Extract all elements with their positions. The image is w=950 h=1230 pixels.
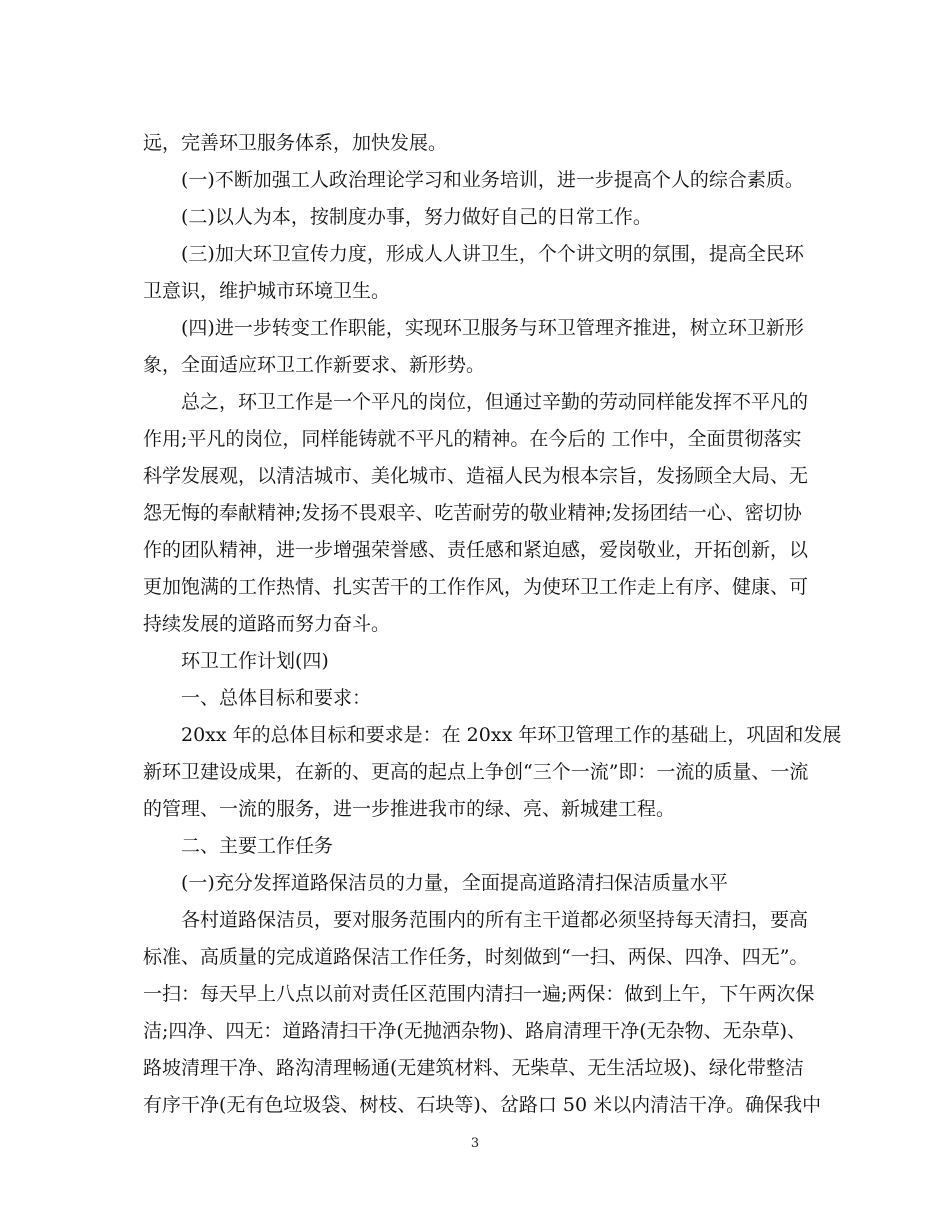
text-line: 怨无悔的奉献精神;发扬不畏艰辛、吃苦耐劳的敬业精神;发扬团结一心、密切协 [143,502,802,524]
section-heading: 一、总体目标和要求： [181,687,372,709]
text-line: 路坡清理干净、路沟清理畅通(无建筑材料、无柴草、无生活垃圾)、绿化带整洁 [143,1057,804,1079]
text-line: (三)加大环卫宣传力度，形成人人讲卫生，个个讲文明的氛围，提高全民环 [181,243,804,265]
text-line: 洁;四净、四无：道路清扫干净(无抛洒杂物)、路肩清理干净(无杂物、无杂草)、 [143,1020,807,1042]
text-line: (一)不断加强工人政治理论学习和业务培训，进一步提高个人的综合素质。 [181,169,804,191]
text-line: 一扫：每天早上八点以前对责任区范围内清扫一遍;两保：做到上午，下午两次保 [143,983,815,1005]
text-line: 象，全面适应环卫工作新要求、新形势。 [143,354,486,376]
text-line: 20xx 年的总体目标和要求是：在 20xx 年环卫管理工作的基础上，巩固和发展 [181,724,842,746]
text-line: (二)以人为本，按制度办事，努力做好自己的日常工作。 [181,206,652,228]
section-title: 环卫工作计划(四) [181,650,329,672]
text-line: 卫意识，维护城市环境卫生。 [143,280,391,302]
text-line: 标准、高质量的完成道路保洁工作任务，时刻做到“一扫、两保、四净、四无”。 [143,946,809,968]
subsection-heading: (一)充分发挥道路保洁员的力量，全面提高道路清扫保洁质量水平 [181,872,728,894]
text-line: (四)进一步转变工作职能，实现环卫服务与环卫管理齐推进，树立环卫新形 [181,317,804,339]
text-line: 更加饱满的工作热情、扎实苦干的工作作风，为使环卫工作走上有序、健康、可 [143,576,809,598]
text-line: 总之，环卫工作是一个平凡的岗位，但通过辛勤的劳动同样能发挥不平凡的 [181,391,809,413]
body-text [143,125,842,1124]
page-number: 3 [470,1136,480,1151]
text-line: 作的团队精神，进一步增强荣誉感、责任感和紧迫感，爱岗敬业，开拓创新，以 [143,539,809,561]
text-line: 作用;平凡的岗位，同样能铸就不平凡的精神。在今后的 工作中，全面贯彻落实 [143,428,802,450]
text-line: 新环卫建设成果，在新的、更高的起点上争创“三个一流”即：一流的质量、一流 [143,761,809,783]
text-line: 持续发展的道路而努力奋斗。 [143,613,391,635]
text-line: 远，完善环卫服务体系，加快发展。 [143,132,448,154]
section-heading: 二、主要工作任务 [181,835,334,857]
text-line: 各村道路保洁员，要对服务范围内的所有主干道都必须坚持每天清扫，要高 [181,909,809,931]
text-line: 的管理、一流的服务，进一步推进我市的绿、亮、新城建工程。 [143,798,676,820]
text-line: 有序干净(无有色垃圾袋、树枝、石块等)、岔路口 50 米以内清洁干净。确保我中 [143,1094,822,1116]
text-line: 科学发展观，以清洁城市、美化城市、造福人民为根本宗旨，发扬顾全大局、无 [143,465,809,487]
